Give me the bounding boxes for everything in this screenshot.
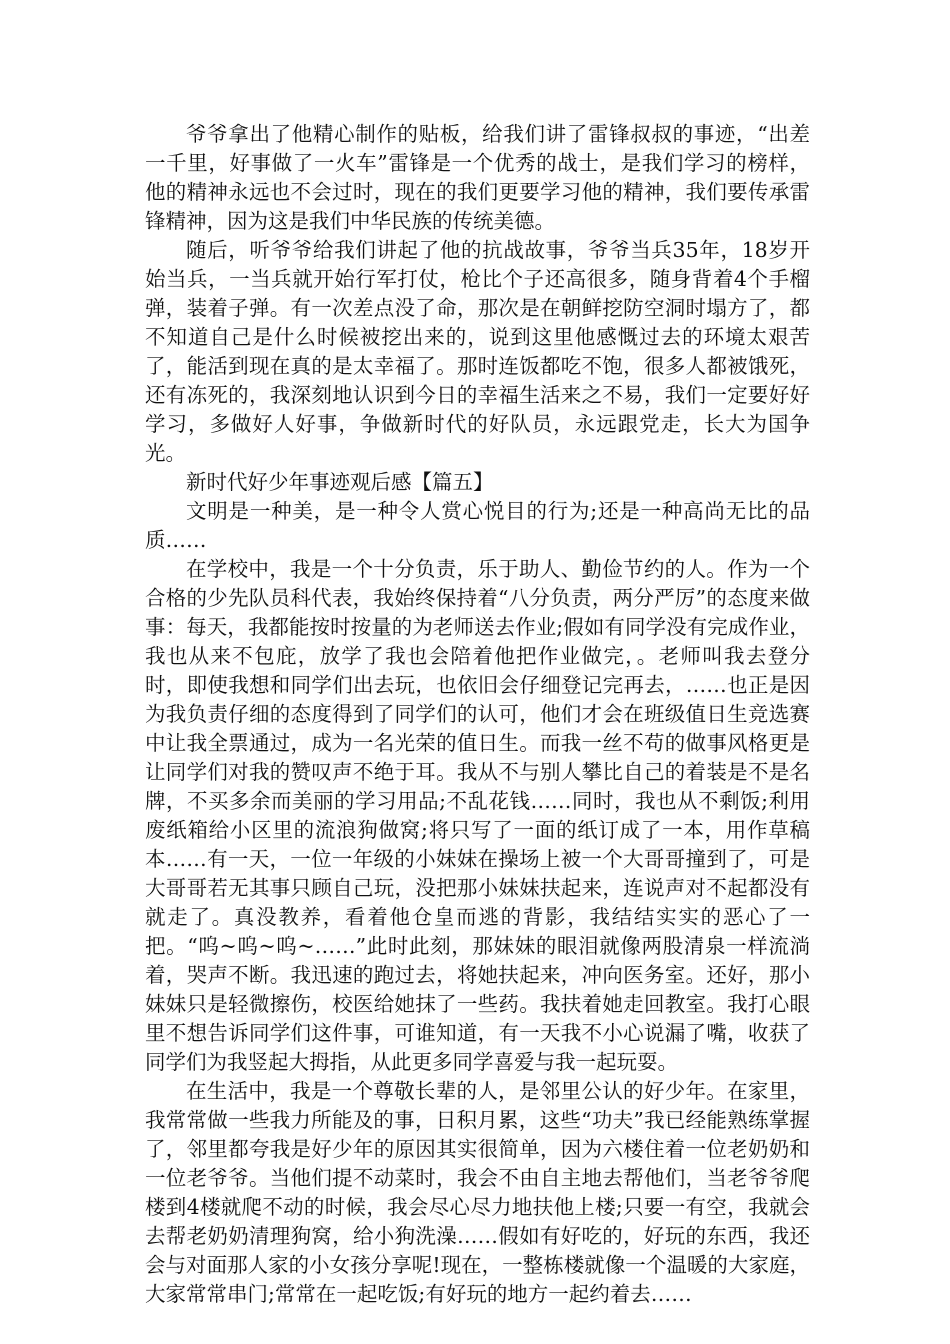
paragraph-civility-intro: 文明是一种美，是一种令人赏心悦目的行为;还是一种高尚无比的品质…… bbox=[145, 499, 810, 552]
section-heading: 新时代好少年事迹观后感【篇五】 bbox=[186, 470, 494, 494]
paragraph-lei-feng: 爷爷拿出了他精心制作的贴板，给我们讲了雷锋叔叔的事迹，“出差一千里，好事做了一火车”雷锋是一个优秀的战士，是我们学习的榜样，他的精神永远也不会过时，现在的我们更要学习他的精神，我们要传承雷锋精神，因为这是我们中华民族的传统美德。 bbox=[145, 122, 810, 233]
paragraph-in-life: 在生活中，我是一个尊敬长辈的人，是邻里公认的好少年。在家里，我常常做一些我力所能及的事，日积月累，这些“功夫”我已经能熟练掌握了，邻里都夸我是好少年的原因其实很简单，因为六楼住着一位老奶奶和一位老爷爷。当他们提不动菜时，我会不由自主地去帮他们，当老爷爷爬楼到4楼就爬不动的时候，我会尽心尽力地扶他上楼;只要一有空，我就会去帮老奶奶清理狗窝，给小狗洗澡……假如有好吃的，好玩的东西，我还会与对面那人家的小女孩分享呢!现在，一整栋楼就像一个温暖的大家庭，大家常常串门;常常在一起吃饭;有好玩的地方一起约着去…… bbox=[145, 1079, 810, 1306]
paragraph-at-school: 在学校中，我是一个十分负责，乐于助人、勤俭节约的人。作为一个合格的少先队员科代表，我始终保持着“八分负责，两分严厉”的态度来做事：每天，我都能按时按量的为老师送去作业;假如有同学没有完成作业，我也从来不包庇，放学了我也会陪着他把作业做完，。老师叫我去登分时，即使我想和同学们出去玩，也依旧会仔细登记完再去，……也正是因为我负责仔细的态度得到了同学们的认可，他们才会在班级值日生竞选赛中让我全票通过，成为一名光荣的值日生。而我一丝不苟的做事风格更是让同学们对我的赞叹声不绝于耳。我从不与别人攀比自己的着装是不是名牌，不买多余而美丽的学习用品;不乱花钱……同时，我也从不剩饭;利用废纸箱给小区里的流浪狗做窝;将只写了一面的纸订成了一本，用作草稿本……有一天，一位一年级的小妹妹在操场上被一个大哥哥撞到了，可是大哥哥若无其事只顾自己玩，没把那小妹妹扶起来，连说声对不起都没有就走了。真没教养，看着他仓皇而逃的背影，我结结实实的恶心了一把。“呜~呜~呜~……”此时此刻，那妹妹的眼泪就像两股清泉一样流淌着，哭声不断。我迅速的跑过去，将她扶起来，冲向医务室。还好，那小妹妹只是轻微擦伤，校医给她抹了一些药。我扶着她走回教室。我打心眼里不想告诉同学们这件事，可谁知道，有一天我不小心说漏了嘴，收获了同学们为我竖起大拇指，从此更多同学喜爱与我一起玩耍。 bbox=[145, 557, 810, 1074]
paragraph-grandpa-war-story: 随后，听爷爷给我们讲起了他的抗战故事，爷爷当兵35年，18岁开始当兵，一当兵就开始行军打仗，枪比个子还高很多，随身背着4个手榴弹，装着子弹。有一次差点没了命，那次是在朝鲜挖防空洞时塌方了，都不知道自己是什么时候被挖出来的，说到这里他感慨过去的环境太艰苦了，能活到现在真的是太幸福了。那时连饭都吃不饱，很多人都被饿死，还有冻死的，我深刻地认识到今日的幸福生活来之不易，我们一定要好好学习，多做好人好事，争做新时代的好队员，永远跟党走，长大为国争光。 bbox=[145, 238, 810, 465]
document-body bbox=[145, 120, 810, 1309]
